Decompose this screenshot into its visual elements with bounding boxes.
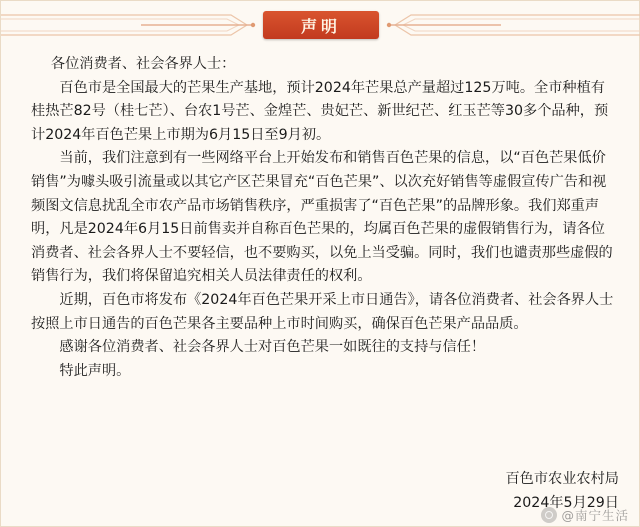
paragraph-notice: 近期，百色市将发布《2024年百色芒果开采上市日通告》，请各位消费者、社会各界人士按照上市日通告的百色芒果各主要品种上市时间购买，确保百色芒果产品品质。 [31,291,614,332]
paragraph-closing: 特此声明。 [59,362,131,379]
issuing-organization: 百色市农业农村局 [505,471,619,487]
salutation: 各位消费者、社会各界人士： [50,56,236,72]
title-banner [263,11,379,39]
paragraph-warning: 当前，我们注意到有一些网络平台上开始发布和销售百色芒果的信息，以“百色芒果低价销售”为噱头吸引流量或以其它产区芒果冒充“百色芒果”、以次充好销售等虚假宣传广告和视频图文信息扰乱全市农产品市场销售秩序，严重损害了“百色芒果”的品牌形象。我们郑重声明，凡是2024年6月15日前售卖并自称百色芒果的，均属百色芒果的虚假销售行为，请各位消费者、社会各界人士不要轻信，也不要购买，以免上当受骗。同时，我们也谴责那些虚假的销售行为，我们将保留追究相关人员法律责任的权利。 [31,150,613,285]
issue-date: 2024年5月29日 [513,495,619,511]
paragraph-production: 百色市是全国最大的芒果生产基地，预计2024年芒果总产量超过125万吨。全市种植有桂热芒82号（桂七芒）、台农1号芒、金煌芒、贵妃芒、新世纪芒、红玉芒等30多个品种，预计2024年百色芒果上市期为6月15日至9月初。 [31,79,609,143]
statement-body [31,53,619,383]
weibo-icon [541,507,557,523]
watermark-text: @南宁生活 [561,508,629,523]
paragraph-thanks: 感谢各位消费者、社会各界人士对百色芒果一如既往的支持与信任！ [59,339,486,356]
watermark [541,506,629,524]
page-title: 声明 [300,16,341,36]
